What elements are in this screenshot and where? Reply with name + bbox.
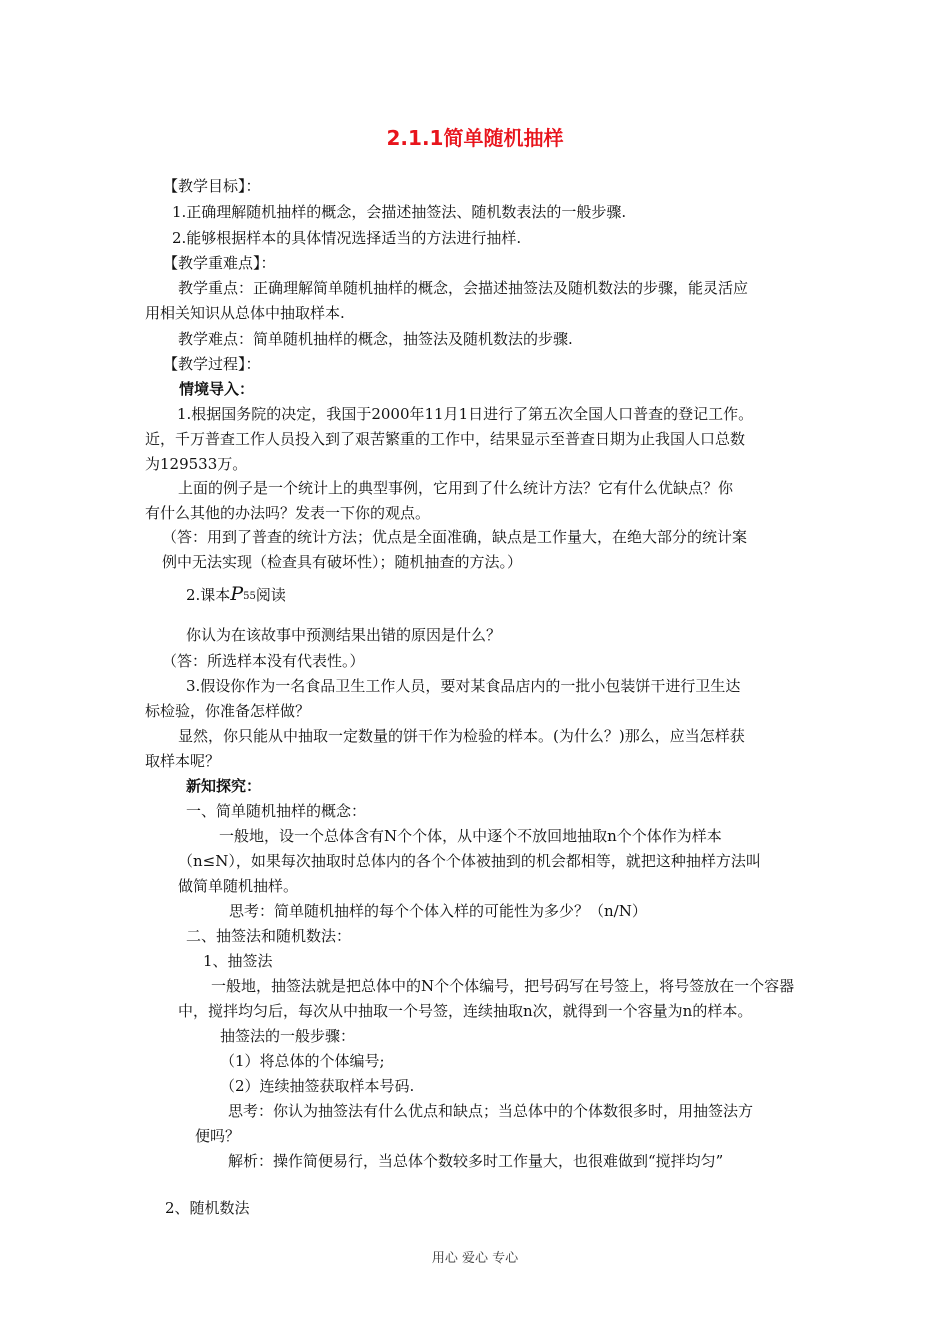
page-number-subscript: 55 [243, 591, 256, 602]
paragraph-line: 有什么其他的办法吗？发表一下你的观点。 [145, 504, 431, 522]
objective-item: 1.正确理解随机抽样的概念，会描述抽签法、随机数表法的一般步骤. [172, 203, 627, 221]
textbook-prefix: 2.课本 [186, 586, 231, 604]
paragraph-line: 3.假设你作为一名食品卫生工作人员，要对某食品店内的一批小包装饼干进行卫生达 [186, 677, 741, 695]
paragraph-line: 1.根据国务院的决定，我国于2000年11月1日进行了第五次全国人口普查的登记工作。 [177, 405, 754, 423]
page-footer: 用心 爱心 专心 [431, 1251, 519, 1266]
section-heading-process: 【教学过程】： [163, 355, 261, 373]
paragraph-line: 便吗？ [195, 1127, 241, 1145]
subsection-heading: 新知探究： [186, 777, 262, 795]
paragraph-line: 思考：你认为抽签法有什么优点和缺点；当总体中的个体数很多时，用抽签法方 [228, 1102, 754, 1120]
paragraph-line: （2）连续抽签获取样本号码. [220, 1077, 415, 1095]
paragraph-line: （1）将总体的个体编号; [220, 1052, 385, 1070]
paragraph-line: 你认为在该故事中预测结果出错的原因是什么？ [186, 626, 502, 644]
paragraph-line: 中，搅拌均匀后，每次从中抽取一个号签，连续抽取n次，就得到一个容量为n的样本。 [178, 1002, 753, 1020]
paragraph-line: 例中无法实现（检查具有破坏性）；随机抽查的方法。） [162, 553, 523, 571]
paragraph-line: 标检验，你准备怎样做？ [145, 702, 311, 720]
page-variable: P [230, 583, 244, 605]
paragraph-line: 教学重点：正确理解简单随机抽样的概念，会描述抽签法及随机数法的步骤，能灵活应 [178, 279, 749, 297]
document-title: 2.1.1简单随机抽样 [386, 126, 564, 150]
paragraph-line: 2、随机数法 [165, 1199, 250, 1217]
paragraph-line: 解析：操作简便易行，当总体个数较多时工作量大，也很难做到“搅拌均匀” [228, 1152, 724, 1170]
paragraph-line: 思考：简单随机抽样的每个个体入样的可能性为多少？（n/N） [229, 902, 647, 920]
paragraph-line: 近，千万普查工作人员投入到了艰苦繁重的工作中，结果显示至普查日期为止我国人口总数 [145, 430, 746, 448]
paragraph-line: （答：用到了普查的统计方法；优点是全面准确，缺点是工作量大，在绝大部分的统计案 [162, 528, 748, 546]
section-heading-objectives: 【教学目标】： [163, 177, 261, 195]
textbook-reading-line [186, 584, 286, 607]
paragraph-line: 教学难点：简单随机抽样的概念，抽签法及随机数法的步骤. [178, 330, 573, 348]
paragraph-line: （答：所选样本没有代表性。） [162, 652, 365, 670]
paragraph-line: 一般地，设一个总体含有N个个体，从中逐个不放回地抽取n个个体作为样本 [219, 827, 722, 845]
paragraph-line: 一般地，抽签法就是把总体中的N个个体编号，把号码写在号签上，将号签放在一个容器 [211, 977, 795, 995]
section-heading-keypoints: 【教学重难点】： [163, 254, 276, 272]
paragraph-line: 上面的例子是一个统计上的典型事例，它用到了什么统计方法？它有什么优缺点？你 [178, 479, 734, 497]
textbook-suffix: 阅读 [255, 586, 286, 604]
objective-item: 2.能够根据样本的具体情况选择适当的方法进行抽样. [172, 229, 522, 247]
paragraph-line: 一、简单随机抽样的概念： [186, 802, 367, 820]
paragraph-line: 1、抽签法 [203, 952, 273, 970]
paragraph-line: （n≤N），如果每次抽取时总体内的各个个体被抽到的机会都相等，就把这种抽样方法叫 [178, 852, 761, 870]
paragraph-line: 用相关知识从总体中抽取样本. [145, 304, 345, 322]
paragraph-line: 取样本呢？ [145, 752, 221, 770]
paragraph-line: 二、抽签法和随机数法： [186, 927, 352, 945]
paragraph-line: 为129533万。 [145, 455, 248, 473]
paragraph-line: 做简单随机抽样。 [178, 877, 299, 895]
paragraph-line: 抽签法的一般步骤： [220, 1027, 356, 1045]
paragraph-line: 显然，你只能从中抽取一定数量的饼干作为检验的样本。(为什么？)那么，应当怎样获 [178, 727, 745, 745]
subsection-heading: 情境导入： [179, 380, 255, 398]
